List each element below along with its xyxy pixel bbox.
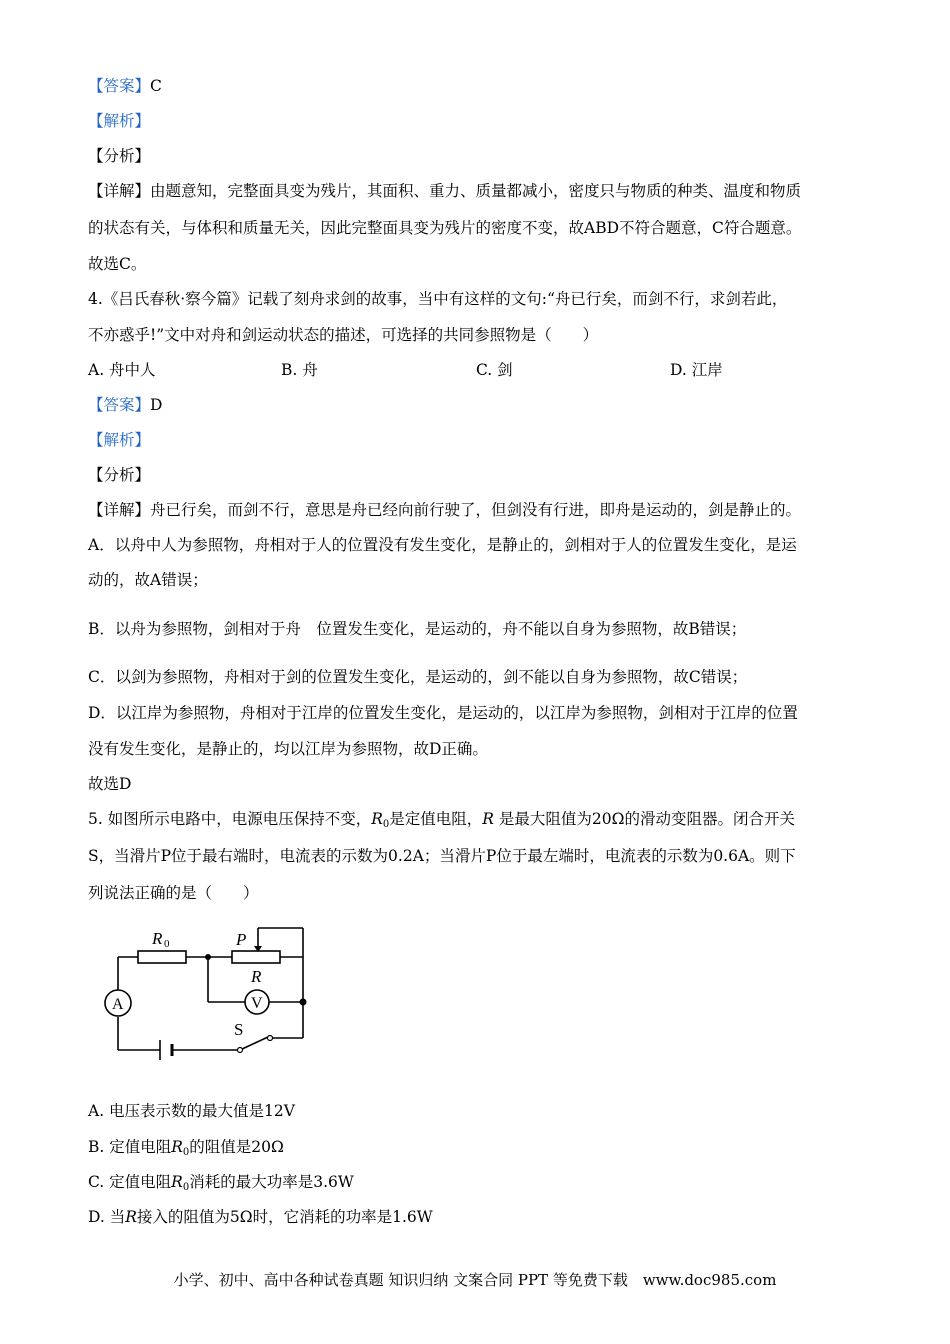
q4-d-line-1: D．以江岸为参照物，舟相对于江岸的位置发生变化，是运动的，以江岸为参照物，剑相对于江岸的位置 xyxy=(88,704,798,722)
option-text: 的阻值是20Ω xyxy=(189,1138,284,1156)
option-text: 接入的阻值为5Ω时，它消耗的功率是1.6W xyxy=(136,1208,433,1226)
q4-stem-line-1: 4.《吕氏春秋·察今篇》记载了刻舟求剑的故事，当中有这样的文句:“舟已行矣，而剑不行，求剑若此， xyxy=(88,290,788,308)
answer-value: D xyxy=(150,396,163,414)
q5-stem-line-1 xyxy=(88,809,795,829)
r-symbol: R xyxy=(125,1208,137,1226)
r0-resistor xyxy=(138,951,186,963)
junction-dot xyxy=(300,999,307,1006)
option-text: B. 定值电阻 xyxy=(88,1138,172,1156)
switch-lever xyxy=(240,1037,268,1050)
analysis-tag: 【解析】 xyxy=(88,112,151,130)
q4-option-c: C. 剑 xyxy=(476,361,513,379)
r0-label: R xyxy=(152,929,163,948)
q4-option-a: A. 舟中人 xyxy=(88,361,156,379)
detail-tag: 【详解】 xyxy=(88,182,151,200)
r0-label-sub: 0 xyxy=(164,938,170,950)
q4-detail-line xyxy=(88,500,801,520)
q3-conclusion: 故选C。 xyxy=(88,255,147,273)
q5-option-a: A. 电压表示数的最大值是12V xyxy=(88,1102,295,1120)
switch-contact xyxy=(268,1036,273,1041)
stem-text: 5. 如图所示电路中，电源电压保持不变， xyxy=(88,810,372,828)
switch-label: S xyxy=(234,1020,244,1039)
q3-answer-line xyxy=(88,76,162,96)
r-label: R xyxy=(251,967,262,986)
voltmeter-label: V xyxy=(251,995,263,1012)
r0-subscript: 0 xyxy=(182,1182,190,1193)
page-footer: 小学、初中、高中各种试卷真题 知识归纳 文案合同 PPT 等免费下载 www.doc985.com xyxy=(173,1271,777,1289)
detail-tag: 【详解】 xyxy=(88,501,151,519)
answer-tag: 【答案】 xyxy=(88,396,151,414)
switch-contact xyxy=(238,1048,243,1053)
q4-a-line-1: A．以舟中人为参照物，舟相对于人的位置没有发生变化，是静止的，剑相对于人的位置发生变化，是运 xyxy=(88,536,797,554)
q5-stem-line-2: S，当滑片P位于最右端时，电流表的示数为0.2A；当滑片P位于最左端时，电流表的示数为0.6A。则下 xyxy=(88,847,796,865)
r0-subscript: 0 xyxy=(182,1147,190,1158)
analysis-tag: 【解析】 xyxy=(88,431,151,449)
junction-dot xyxy=(205,954,211,960)
r0-subscript: 0 xyxy=(382,819,390,830)
option-text: C. 定值电阻 xyxy=(88,1173,172,1191)
q3-detail-line-2: 的状态有关，与体积和质量无关，因此完整面具变为残片的密度不变，故ABD不符合题意，C符合题意。 xyxy=(88,219,802,237)
q5-option-d xyxy=(88,1207,433,1227)
q3-detail-line-1 xyxy=(88,181,801,201)
q5-option-b xyxy=(88,1137,284,1157)
rheostat xyxy=(232,951,280,963)
stem-text: 是定值电阻， xyxy=(389,810,483,828)
p-label: P xyxy=(236,930,247,949)
fenxi-heading: 【分析】 xyxy=(88,466,151,484)
q5-option-c xyxy=(88,1172,354,1192)
answer-value: C xyxy=(150,77,162,95)
r0-symbol: R xyxy=(371,810,383,828)
q4-stem-line-2: 不亦惑乎!”文中对舟和剑运动状态的描述，可选择的共同参照物是（ ） xyxy=(88,326,599,344)
stem-text: 是最大阻值为20Ω的滑动变阻器。闭合开关 xyxy=(493,810,795,828)
r-symbol: R xyxy=(482,810,494,828)
ammeter-label: A xyxy=(112,996,124,1013)
r0-symbol: R xyxy=(171,1138,183,1156)
option-text: D. 当 xyxy=(88,1208,126,1226)
q4-answer-line xyxy=(88,395,162,415)
option-text: 消耗的最大功率是3.6W xyxy=(189,1173,354,1191)
q4-a-line-2: 动的，故A错误； xyxy=(88,571,208,589)
q4-conclusion: 故选D xyxy=(88,775,132,793)
q4-b-line: B．以舟为参照物，剑相对于舟 位置发生变化，是运动的，舟不能以自身为参照物，故B错误； xyxy=(88,620,747,638)
q4-c-line: C．以剑为参照物，舟相对于剑的位置发生变化，是运动的，剑不能以自身为参照物，故C错误； xyxy=(88,668,748,686)
circuit-diagram xyxy=(98,920,314,1066)
q5-stem-line-3: 列说法正确的是（ ） xyxy=(88,884,259,902)
detail-text: 由题意知，完整面具变为残片，其面积、重力、质量都减小，密度只与物质的种类、温度和物质 xyxy=(150,182,802,200)
answer-tag: 【答案】 xyxy=(88,77,151,95)
r0-symbol: R xyxy=(171,1173,183,1191)
fenxi-heading: 【分析】 xyxy=(88,147,151,165)
q4-d-line-2: 没有发生变化，是静止的，均以江岸为参照物，故D正确。 xyxy=(88,740,488,758)
q4-option-b: B. 舟 xyxy=(281,361,318,379)
q4-option-d: D. 江岸 xyxy=(670,361,723,379)
detail-text: 舟已行矣，而剑不行，意思是舟已经向前行驶了，但剑没有行进，即舟是运动的，剑是静止的。 xyxy=(150,501,802,519)
